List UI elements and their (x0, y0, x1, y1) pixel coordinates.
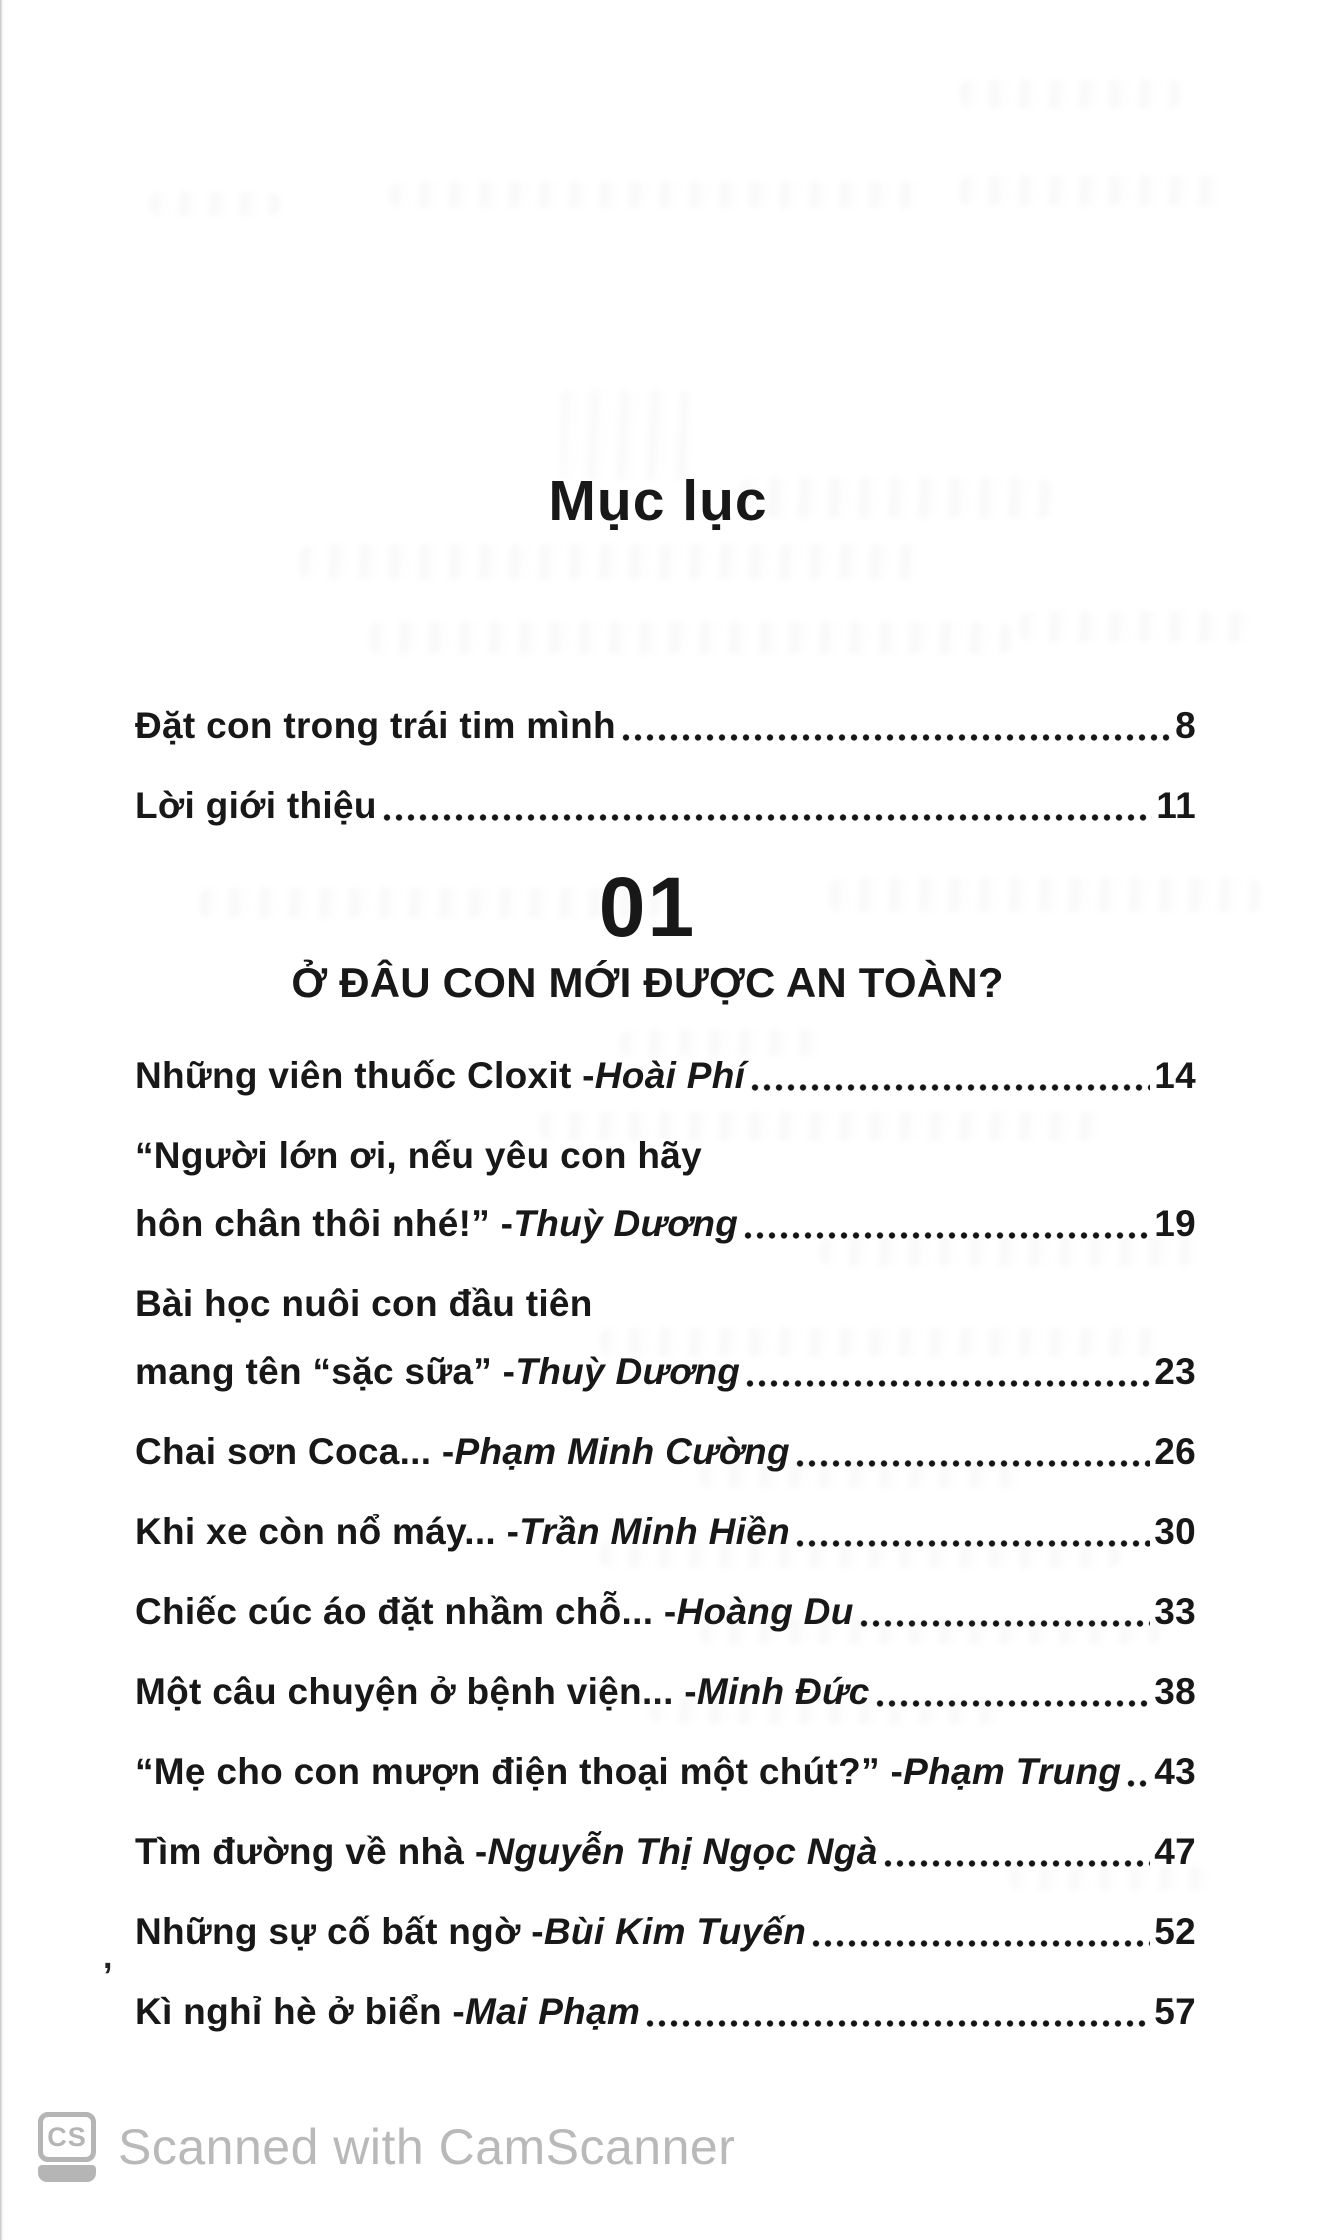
dot-leader (746, 1379, 1150, 1388)
dot-leader (884, 1859, 1151, 1868)
table-of-contents (0, 534, 1344, 2036)
dot-leader (744, 1231, 1150, 1240)
page-number: 19 (1154, 1203, 1196, 1244)
entry-title: Kì nghỉ hè ở biển - (135, 1991, 466, 2032)
dot-leader (812, 1939, 1150, 1948)
entry-title: mang tên “sặc sữa” - (135, 1351, 516, 1392)
toc-entry (135, 1908, 1196, 1956)
toc-entry (135, 1668, 1196, 1716)
toc-entry (135, 1428, 1196, 1476)
entry-title: hôn chân thôi nhé!” - (135, 1203, 514, 1244)
entry-title: “Mẹ cho con mượn điện thoại một chút?” - (135, 1751, 904, 1792)
toc-entry (135, 1988, 1196, 2036)
entry-author: Nguyễn Thị Ngọc Ngà (487, 1831, 878, 1872)
entry-title: Đặt con trong trái tim mình (135, 705, 616, 746)
dot-leader (383, 813, 1152, 822)
dot-leader (646, 2019, 1150, 2028)
dot-leader (751, 1083, 1150, 1092)
page-number: 57 (1154, 1991, 1196, 2032)
dot-leader (796, 1459, 1150, 1468)
entry-title: Những sự cố bất ngờ - (135, 1911, 544, 1952)
toc-entry (135, 782, 1196, 830)
page-number: 33 (1154, 1591, 1196, 1632)
page-number: 11 (1156, 785, 1196, 826)
section-title: Ở ĐÂU CON MỚI ĐƯỢC AN TOÀN? (291, 959, 1004, 1006)
entry-author: Minh Đức (696, 1671, 870, 1712)
dot-leader (876, 1699, 1151, 1708)
page-number: 8 (1175, 705, 1196, 746)
dot-leader (1127, 1779, 1150, 1788)
page-number: 43 (1154, 1751, 1196, 1792)
section-heading (117, 862, 1178, 1010)
toc-entry (135, 1052, 1196, 1100)
entry-author: Hoài Phí (594, 1055, 746, 1096)
section-number: 01 (598, 860, 697, 954)
stray-ink-mark: , (103, 1938, 113, 1976)
page-number: 52 (1154, 1911, 1196, 1952)
entry-title: Chiếc cúc áo đặt nhầm chỗ... - (135, 1591, 677, 1632)
page-number: 47 (1154, 1831, 1196, 1872)
page-number: 26 (1154, 1431, 1196, 1472)
page-number: 23 (1154, 1351, 1196, 1392)
entry-author: Hoàng Du (676, 1591, 854, 1632)
entry-title: Khi xe còn nổ máy... - (135, 1511, 520, 1552)
toc-entry (135, 1588, 1196, 1636)
entry-author: Bùi Kim Tuyến (543, 1911, 807, 1952)
entry-author: Thuỳ Dương (515, 1351, 741, 1392)
toc-entry-line1 (135, 1132, 1196, 1180)
toc-entry (135, 1828, 1196, 1876)
entry-title: Tìm đường về nhà - (135, 1831, 488, 1872)
page-number: 14 (1154, 1055, 1196, 1096)
toc-entry (135, 1508, 1196, 1556)
entry-title: Bài học nuôi con đầu tiên (135, 1283, 593, 1324)
camscanner-icon-bar (38, 2165, 96, 2182)
page-number: 30 (1154, 1511, 1196, 1552)
camscanner-watermark (38, 2112, 735, 2182)
entry-title: Những viên thuốc Cloxit - (135, 1055, 595, 1096)
entry-author: Phạm Minh Cường (454, 1431, 790, 1472)
dot-leader (860, 1619, 1151, 1628)
camscanner-icon-label: CS (38, 2112, 96, 2162)
toc-entry-line2 (135, 1348, 1196, 1396)
page-number: 38 (1154, 1671, 1196, 1712)
page-title: Mục lục (548, 469, 768, 533)
entry-author: Phạm Trung (903, 1751, 1122, 1792)
dot-leader (622, 733, 1171, 742)
camscanner-icon (38, 2112, 96, 2182)
watermark-text: Scanned with CamScanner (118, 2119, 736, 2175)
dot-leader (796, 1539, 1150, 1548)
entry-author: Trần Minh Hiền (519, 1511, 790, 1552)
toc-entry (135, 702, 1196, 750)
entry-title: “Người lớn ơi, nếu yêu con hãy (135, 1135, 702, 1176)
entry-author: Thuỳ Dương (513, 1203, 739, 1244)
entry-author: Mai Phạm (465, 1991, 641, 2032)
entry-title: Chai sơn Coca... - (135, 1431, 455, 1472)
entry-title: Một câu chuyện ở bệnh viện... - (135, 1671, 697, 1712)
toc-entry-line1 (135, 1280, 1196, 1328)
toc-entry (135, 1748, 1196, 1796)
entry-title: Lời giới thiệu (135, 785, 377, 826)
toc-entry-line2 (135, 1200, 1196, 1248)
